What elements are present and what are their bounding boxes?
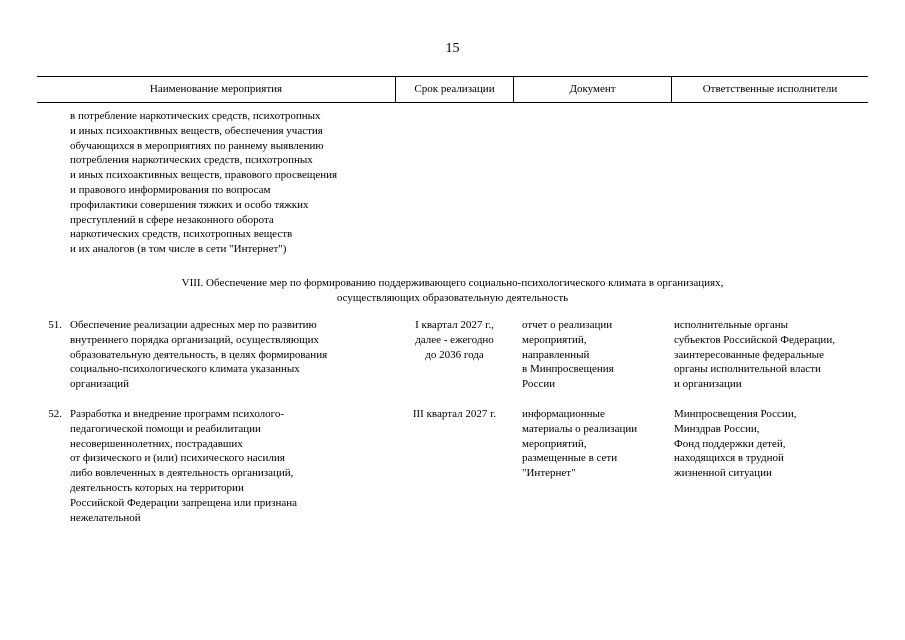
row-event-name: Обеспечение реализации адресных мер по развитию внутреннего порядка организаций, осуществляющих образовательную деятельность, в целях формирования социально-психологического климата указанных организаций	[70, 319, 328, 391]
row-responsible: Минпросвещения России, Минздрав России, Фонд поддержки детей, находящихся в трудной жизненной ситуации	[674, 408, 797, 480]
section-title: VIII. Обеспечение мер по формированию поддерживающего социально-психологического климата в организациях, осуществляющих образовательную деятельность	[181, 277, 724, 304]
header-term: Срок реализации	[414, 83, 495, 95]
row-document: информационные материалы о реализации мероприятий, размещенные в сети "Интернет"	[522, 408, 638, 480]
row-number: 52.	[48, 408, 62, 420]
row-term: III квартал 2027 г.	[412, 408, 497, 420]
header-document: Документ	[569, 83, 616, 95]
header-event-name: Наименование мероприятия	[149, 83, 283, 95]
page-number: 15	[445, 41, 460, 56]
row-responsible: исполнительные органы субъектов Российской Федерации, заинтересованные федеральные органы исполнительной власти и организации	[674, 319, 835, 391]
row-document: отчет о реализации мероприятий, направленный в Минпросвещения России	[522, 319, 614, 391]
row-event-name: Разработка и внедрение программ психолого- педагогической помощи и реабилитации несовершеннолетних, пострадавших от физического и (или) психического насилия либо вовлеченных в деятельность организаций, деятельность которых на территории Российской Федерации запрещена или признана нежелательной	[70, 408, 298, 524]
row-term: I квартал 2027 г., далее - ежегодно до 2036 года	[415, 319, 494, 361]
row-number: 51.	[48, 319, 62, 331]
header-responsible: Ответственные исполнители	[702, 83, 838, 95]
table-header-bottom-border	[37, 102, 868, 103]
continuation-text: в потребление наркотических средств, психотропных и иных психоактивных веществ, обеспечения участия обучающихся в мероприятиях по раннему выявлению потребления наркотических средств, психотропных и иных психоактивных веществ, правового просвещения и правового информирования по вопросам профилактики совершения тяжких и особо тяжких преступлений в сфере незаконного оборота наркотических средств, психотропных веществ и их аналогов (в том числе в сети "Интернет")	[70, 110, 338, 256]
